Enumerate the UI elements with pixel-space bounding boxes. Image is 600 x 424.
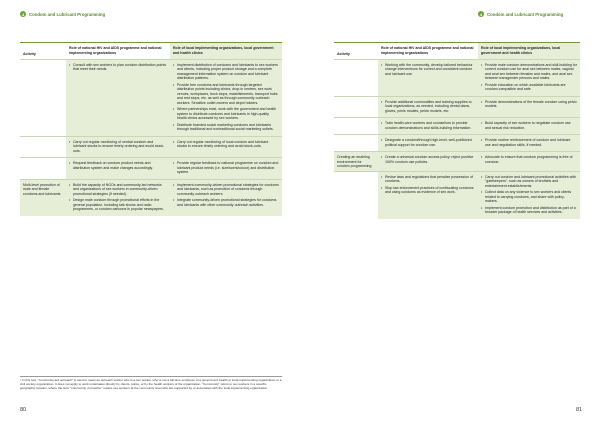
local-list bbox=[173, 183, 279, 208]
chapter-badge-icon: 4 bbox=[21, 11, 25, 17]
national-cell bbox=[378, 135, 478, 152]
list-item: • Train health-care workers and counsellors to provide condom demonstrations and skills-building information. bbox=[381, 121, 475, 130]
chapter-badge-icon: 4 bbox=[479, 11, 483, 17]
list-item: • Implement condom promotion and distribution as part of a broader package of health services and activities. bbox=[481, 206, 577, 215]
national-cell bbox=[378, 96, 478, 118]
list-item: • Create a universal condom access policy; reject punitive 100% condom use policies. bbox=[381, 155, 475, 164]
local-list bbox=[173, 140, 279, 149]
national-list bbox=[381, 175, 475, 195]
local-list bbox=[173, 63, 279, 132]
right-header bbox=[478, 11, 563, 17]
left-table bbox=[20, 42, 282, 216]
list-item: • Provide regular feedback to national programme on condom and lubricant product needs (i.e. size/scent/colour) and distribution system. bbox=[173, 161, 279, 175]
table-row bbox=[20, 136, 282, 158]
footnote-marker: ¹ bbox=[20, 378, 22, 382]
col-activity: Activity bbox=[334, 43, 378, 60]
national-list bbox=[381, 100, 475, 114]
list-item: • Carry out regular monitoring of local condom and lubricant stocks to ensure timely ordering and avoid stock-outs. bbox=[173, 140, 279, 149]
national-cell bbox=[66, 59, 170, 136]
activity-cell bbox=[20, 158, 66, 180]
list-item: • Build capacity of sex workers to negotiate condom use and sexual risk reduction. bbox=[481, 121, 577, 130]
col-local: Role of local implementing organizations, local government and health clinics bbox=[170, 43, 282, 60]
list-item: • Provide education on which available lubricants are condom-compatible and safe. bbox=[481, 83, 577, 92]
national-list bbox=[69, 161, 167, 170]
table-row bbox=[20, 59, 282, 136]
table-row bbox=[334, 135, 580, 152]
national-cell bbox=[66, 136, 170, 158]
national-cell bbox=[66, 179, 170, 216]
national-cell bbox=[378, 59, 478, 96]
page-number-left: 80 bbox=[20, 407, 27, 413]
table-row bbox=[334, 171, 580, 219]
table-row bbox=[334, 152, 580, 172]
list-item: • Provide routine reinforcement of condom and lubricant use and negotiation skills, if needed. bbox=[481, 138, 577, 147]
activity-cell: Multi-level promotion of male and female condoms and lubricants bbox=[20, 179, 66, 216]
national-list bbox=[381, 63, 475, 77]
activity-cell bbox=[20, 59, 66, 136]
activity-cell: Creating an enabling environment for condom programming bbox=[334, 152, 378, 172]
list-item: • Build the capacity of NGOs and community-led networks and organizations of sex workers in community-driven promotional strategies (if needed). bbox=[69, 183, 167, 197]
list-item: • Request feedback on condom product needs and distribution system and make changes accordingly. bbox=[69, 161, 167, 170]
list-item: • Carry out regular monitoring of central condom and lubricant stocks to ensure timely ordering and avoid stock-outs. bbox=[69, 140, 167, 154]
local-cell bbox=[478, 135, 580, 152]
local-cell bbox=[478, 171, 580, 219]
right-table bbox=[334, 42, 580, 219]
activity-cell bbox=[334, 171, 378, 219]
activity-cell bbox=[20, 136, 66, 158]
table-row bbox=[20, 179, 282, 216]
right-header-title: Condom and Lubricant Programming bbox=[487, 11, 564, 17]
list-item: • Stop law enforcement practices of confiscating condoms and using condoms as evidence of sex work. bbox=[381, 186, 475, 195]
local-cell bbox=[478, 59, 580, 96]
col-local: Role of local implementing organizations, local government and health clinics bbox=[478, 43, 580, 60]
footnote-text: In this tool, "community-led outreach" is used to mean an outreach worker who is a sex worker, who is not a full-time employee of a government health or local implementing organization or a civil society organization. It does not apply to work undertaken directly by clients, police, or by the health workers of the organization. "Community" refers to sex workers in a specific geographic location, where the term "community of practice" means sex workers at the community level who are supported by or associated with the local implementing organization. bbox=[20, 378, 282, 390]
table-row bbox=[334, 59, 580, 96]
left-header-title: Condom and Lubricant Programming bbox=[29, 11, 106, 17]
list-item: • Integrate community-driven promotional strategies for condoms and lubricants with other community outreach activities. bbox=[173, 198, 279, 207]
activity-cell bbox=[334, 96, 378, 118]
list-item: • Collect data on any violence to sex workers and clients related to carrying condoms, and share with policy-makers. bbox=[481, 190, 577, 204]
table-row bbox=[20, 158, 282, 180]
list-item: • Provide male condom demonstrations and skill-building for correct condom use for anal sex between males, vaginal and anal sex between females and males, and anal sex between transgender persons and males. bbox=[481, 63, 577, 81]
local-cell bbox=[478, 96, 580, 118]
footnote bbox=[20, 376, 282, 391]
local-list bbox=[481, 155, 577, 164]
left-header bbox=[20, 11, 105, 17]
local-list bbox=[481, 63, 577, 92]
activity-cell bbox=[334, 59, 378, 96]
local-list bbox=[481, 121, 577, 130]
national-cell bbox=[66, 158, 170, 180]
list-item: • Carry out condom and lubricant promotional activities with "gatekeepers", such as owners of brothels and entertainment establishments. bbox=[481, 175, 577, 189]
list-item: • Working with the community, develop tailored behaviour change interventions for correct and consistent condom and lubricant use. bbox=[381, 63, 475, 77]
col-activity: Activity bbox=[20, 43, 66, 60]
list-item: • Designate a condom/through high-level, well-publicized political support for condom use. bbox=[381, 138, 475, 147]
local-list bbox=[481, 100, 577, 109]
col-national: Role of national HIV and AIDS programme and national implementing organizations bbox=[66, 43, 170, 60]
national-list bbox=[69, 183, 167, 212]
table-row bbox=[334, 96, 580, 118]
list-item: • Implement community-driven promotional strategies for condoms and lubricants, such as promotion of condoms through community outreach workers. bbox=[173, 183, 279, 197]
national-cell bbox=[378, 118, 478, 135]
local-cell bbox=[170, 59, 282, 136]
list-item: • Provide demonstrations of the female condom using pelvic models. bbox=[481, 100, 577, 109]
local-cell bbox=[478, 152, 580, 172]
list-item: • Where partnerships exist, work with the government and health system to distribute condoms and lubricants in high-quality health clinics accessed by sex workers. bbox=[173, 107, 279, 121]
local-list bbox=[481, 138, 577, 147]
national-cell bbox=[378, 171, 478, 219]
local-cell bbox=[170, 179, 282, 216]
right-page bbox=[300, 0, 600, 424]
national-list bbox=[69, 140, 167, 154]
activity-cell bbox=[334, 118, 378, 135]
list-item: • Design male condom through promotional efforts in the general population, including talk shows and radio programmes, or condom cartoons in popular newspapers. bbox=[69, 198, 167, 212]
list-item: • Provide additional commodities and training supplies to local organizations, as needed, including dental dams, gloves, penis models, pelvic models, etc. bbox=[381, 100, 475, 114]
national-cell bbox=[378, 152, 478, 172]
national-list bbox=[381, 121, 475, 130]
activity-cell bbox=[334, 135, 378, 152]
local-cell bbox=[170, 158, 282, 180]
national-list bbox=[381, 155, 475, 164]
list-item: • Advocate to ensure that condom programming is free of coercion. bbox=[481, 155, 577, 164]
national-list bbox=[69, 63, 167, 72]
local-cell bbox=[478, 118, 580, 135]
list-item: • Consult with sex workers to plan condom distribution points that meet their needs. bbox=[69, 63, 167, 72]
list-item: • Distribute branded social marketing condoms and lubricants through traditional and nontraditional social marketing outlets. bbox=[173, 123, 279, 132]
national-list bbox=[381, 138, 475, 147]
table-row bbox=[334, 118, 580, 135]
local-cell bbox=[170, 136, 282, 158]
list-item: • Revise laws and regulations that penalize possession of condoms. bbox=[381, 175, 475, 184]
local-list bbox=[481, 175, 577, 215]
list-item: • Provide free condoms and lubricants through targeted distribution points including clinics, drop-in centres, sex work venues, workplaces, truck stops, establishments, transport hubs and rest stops, etc. as well as through community outreach workers. Sensitize outlet owners and depot holders. bbox=[173, 83, 279, 106]
local-list bbox=[173, 161, 279, 175]
col-national: Role of national HIV and AIDS programme and national implementing organizations bbox=[378, 43, 478, 60]
page-number-right: 81 bbox=[576, 407, 583, 413]
list-item: • Implement distribution of condoms and lubricants to sex workers and clients, including proper product storage and a complete management information system on condom and lubricant distribution patterns. bbox=[173, 63, 279, 81]
